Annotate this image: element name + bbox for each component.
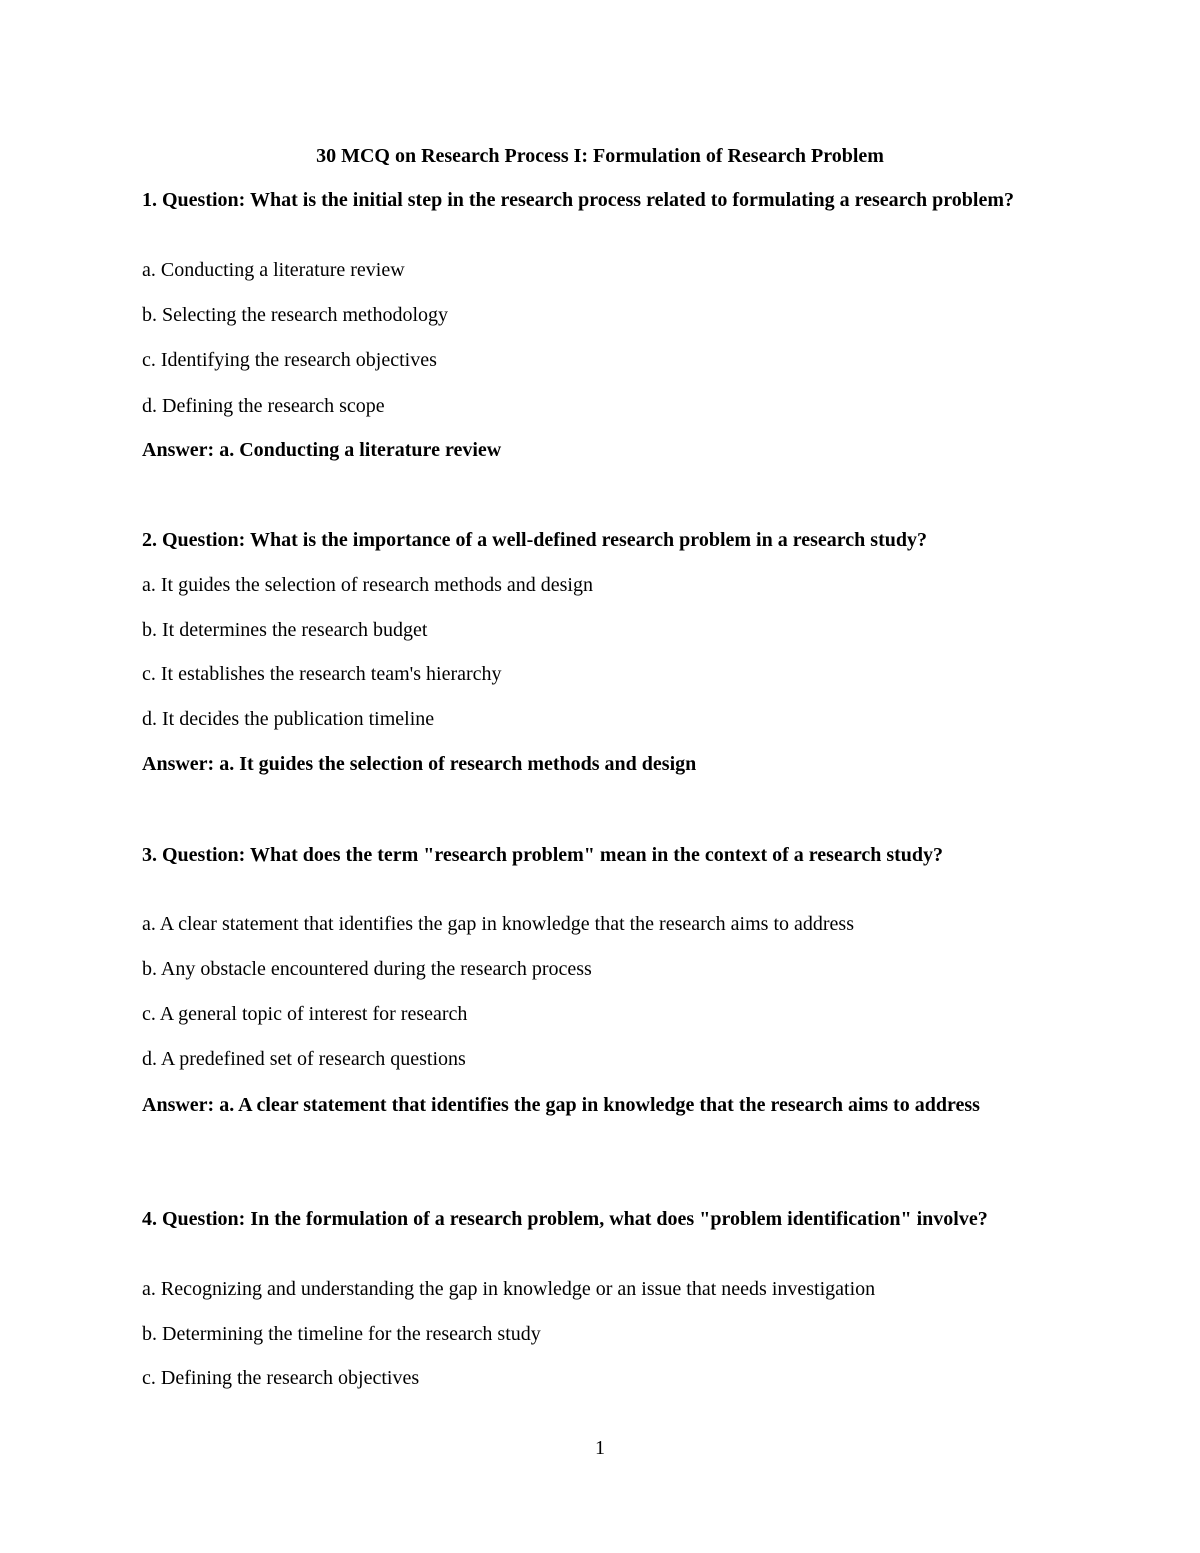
question-3-option-d: d. A predefined set of research questions: [142, 1048, 466, 1070]
question-1-option-d: d. Defining the research scope: [142, 395, 385, 417]
question-2-option-b: b. It determines the research budget: [142, 619, 428, 641]
question-2-text: 2. Question: What is the importance of a well-defined research problem in a research study?: [142, 529, 927, 551]
question-4-text: 4. Question: In the formulation of a research problem, what does "problem identification" involve?: [142, 1208, 988, 1230]
question-3-text: 3. Question: What does the term "research problem" mean in the context of a research study?: [142, 844, 944, 866]
question-4-option-a: a. Recognizing and understanding the gap in knowledge or an issue that needs investigation: [142, 1278, 876, 1300]
page-number: 1: [595, 1437, 605, 1459]
question-4-option-c: c. Defining the research objectives: [142, 1367, 420, 1389]
question-2-option-a: a. It guides the selection of research methods and design: [142, 574, 593, 596]
question-1-option-b: b. Selecting the research methodology: [142, 304, 449, 326]
question-4-option-b: b. Determining the timeline for the research study: [142, 1323, 541, 1345]
question-3-option-b: b. Any obstacle encountered during the research process: [142, 958, 592, 980]
question-1-text: 1. Question: What is the initial step in the research process related to formulating a research problem?: [142, 189, 1014, 211]
question-3-option-a: a. A clear statement that identifies the gap in knowledge that the research aims to address: [142, 913, 854, 935]
question-2-option-c: c. It establishes the research team's hierarchy: [142, 663, 502, 685]
question-3-answer: Answer: a. A clear statement that identifies the gap in knowledge that the research aims to address: [142, 1094, 980, 1116]
question-1-option-a: a. Conducting a literature review: [142, 259, 405, 281]
question-2-answer: Answer: a. It guides the selection of research methods and design: [142, 753, 697, 775]
question-3-option-c: c. A general topic of interest for research: [142, 1003, 468, 1025]
document-title: 30 MCQ on Research Process I: Formulation of Research Problem: [316, 145, 884, 167]
question-1-option-c: c. Identifying the research objectives: [142, 349, 437, 371]
question-1-answer: Answer: a. Conducting a literature review: [142, 439, 502, 461]
question-2-option-d: d. It decides the publication timeline: [142, 708, 435, 730]
